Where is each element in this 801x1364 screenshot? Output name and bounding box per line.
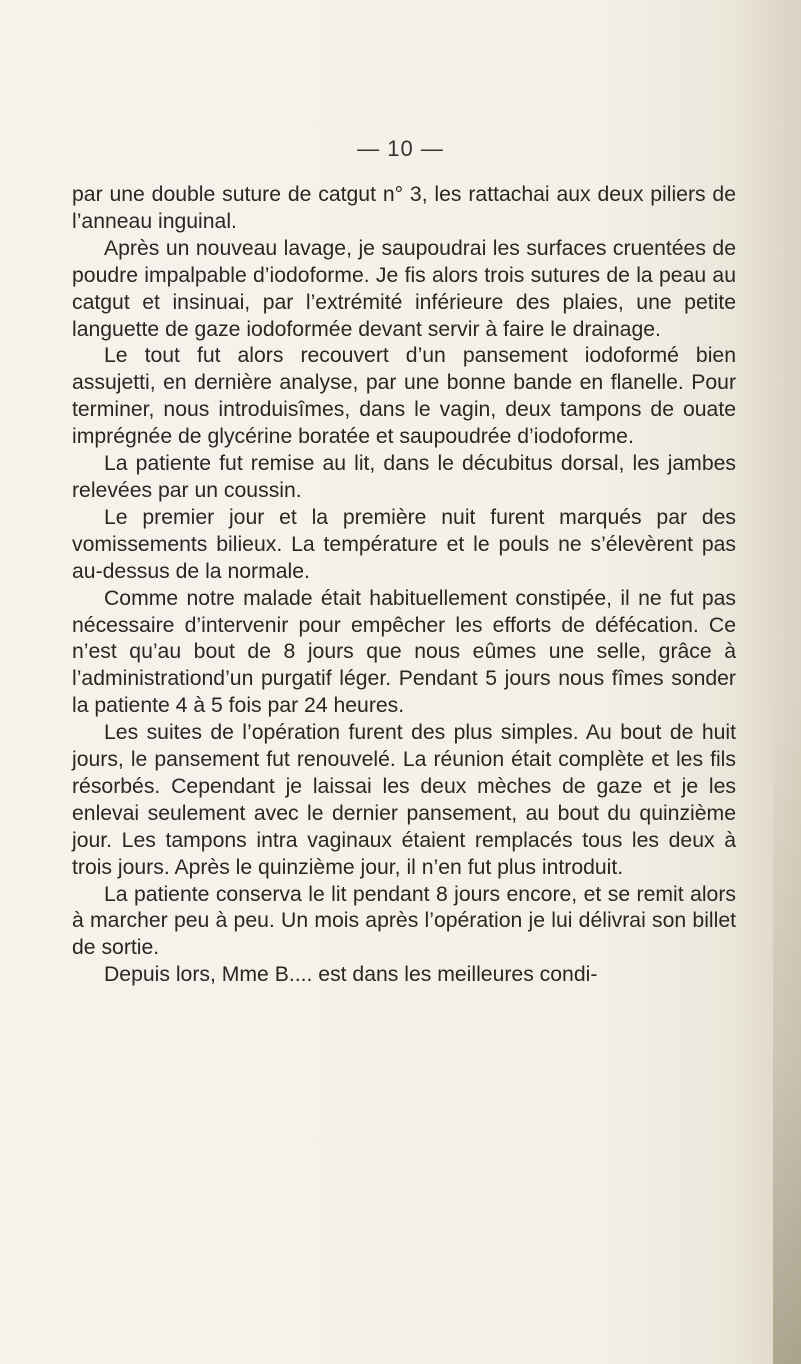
page-number: — 10 — [357,136,444,161]
paragraph: par une double suture de catgut n° 3, les rattachai aux deux piliers de l’anneau inguinal. [72,183,736,233]
paragraph: Depuis lors, Mme B.... est dans les meilleures condi- [104,963,598,987]
paragraph: La patiente fut remise au lit, dans le décubitus dorsal, les jambes relevées par un coussin. [72,452,736,502]
paragraph: Le premier jour et la première nuit furent marqués par des vomissements bilieux. La température et le pouls ne s’élevèrent pas au-dessus de la normale. [72,505,736,583]
page-body [72,182,736,989]
paragraph: Le tout fut alors recouvert d’un pansement iodoformé bien assujetti, en dernière analyse, par une bonne bande en flanelle. Pour terminer, nous introduisîmes, dans le vagin, deux tampons de ouate imprégnée de glycérine boratée et saupoudrée d’iodoforme. [72,344,736,449]
paragraph: Après un nouveau lavage, je saupoudrai les surfaces cruentées de poudre impalpable d’iodoforme. Je fis alors trois sutures de la peau au catgut et insinuai, par l’extrémité inférieure des plaies, une petite languette de gaze iodoformée devant servir à faire le drainage. [72,236,736,341]
paragraph: Comme notre malade était habituellement constipée, il ne fut pas nécessaire d’intervenir pour empêcher les efforts de défécation. Ce n’est qu’au bout de 8 jours que nous eûmes une selle, grâce à l’administrationd’un purgatif léger. Pendant 5 jours nous fîmes sonder la patiente 4 à 5 fois par 24 heures. [72,586,736,718]
paragraph: La patiente conserva le lit pendant 8 jours encore, et se remit alors à marcher peu à peu. Un mois après l’opération je lui délivrai son billet de sortie. [72,882,736,960]
page-edge-shadow [773,700,801,1364]
paragraph: Les suites de l’opération furent des plus simples. Au bout de huit jours, le pansement fut renouvelé. La réunion était complète et les fils résorbés. Cependant je laissai les deux mèches de gaze et je les enlevai seulement avec le dernier pansement, au bout du quinzième jour. Les tampons intra vaginaux étaient remplacés tous les deux à trois jours. Après le quinzième jour, il n’en fut plus introduit. [72,721,736,879]
